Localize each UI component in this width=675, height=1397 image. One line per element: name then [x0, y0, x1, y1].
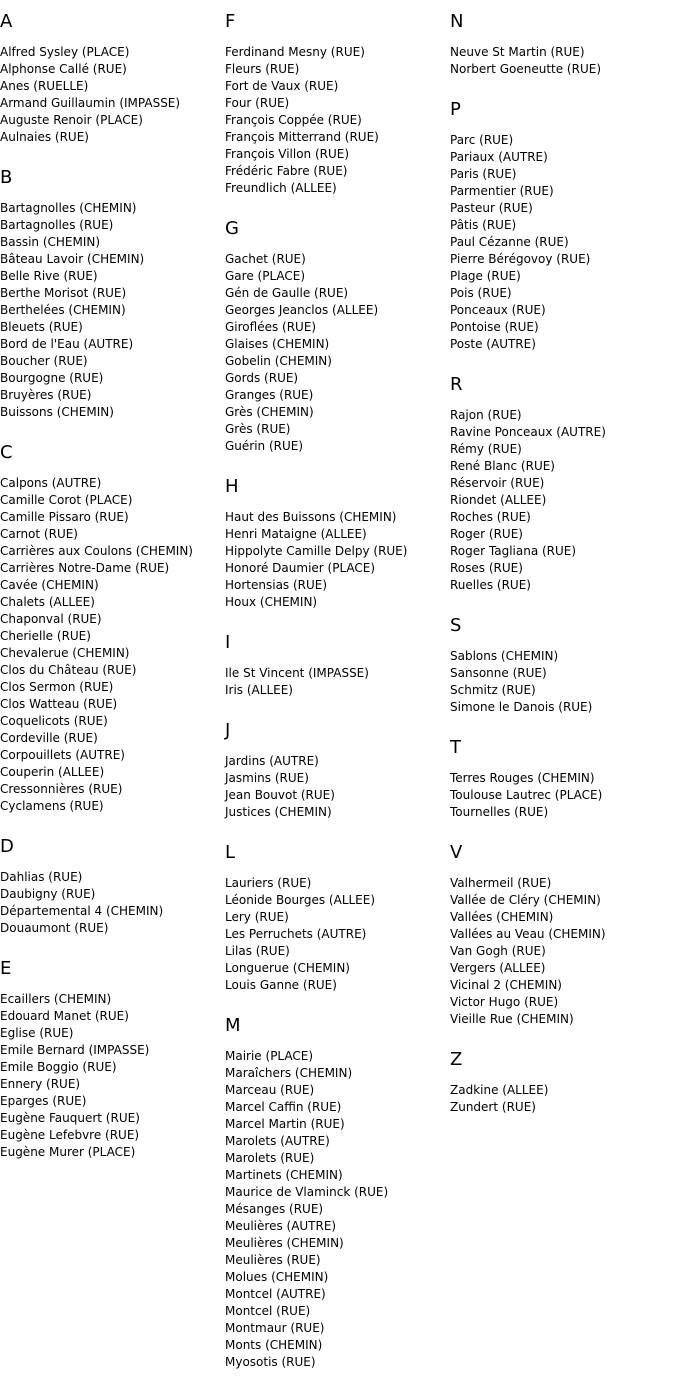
street-link-martinets-chemin[interactable]: Martinets (CHEMIN): [225, 1168, 343, 1182]
street-link-coquelicots-rue[interactable]: Coquelicots (RUE): [0, 714, 108, 728]
street-list: [0, 200, 224, 421]
street-link-cressonnieres-rue[interactable]: Cressonnières (RUE): [0, 782, 123, 796]
street-link-longuerue-chemin[interactable]: Longuerue (CHEMIN): [225, 961, 350, 975]
street-list: [225, 509, 449, 611]
letter-section-t: [450, 736, 674, 821]
letter-heading: T: [450, 737, 461, 758]
street-link-poste-autre[interactable]: Poste (AUTRE): [450, 337, 536, 351]
letter-heading: F: [225, 11, 236, 32]
street-list: [225, 753, 449, 821]
street-link-lery-rue[interactable]: Lery (RUE): [225, 910, 289, 924]
street-link-simone-le-danois-rue[interactable]: Simone le Danois (RUE): [450, 700, 593, 714]
street-link-cavee-chemin[interactable]: Cavée (CHEMIN): [0, 578, 99, 592]
street-link-meulieres-rue[interactable]: Meulières (RUE): [225, 1253, 321, 1267]
street-link-edouard-manet-rue[interactable]: Edouard Manet (RUE): [0, 1009, 129, 1023]
letter-heading: L: [225, 842, 236, 863]
letter-section-a: [0, 10, 224, 146]
street-list: [225, 251, 449, 455]
street-link-toulouse-lautrec-place[interactable]: Toulouse Lautrec (PLACE): [450, 788, 603, 802]
street-link-molues-chemin[interactable]: Molues (CHEMIN): [225, 1270, 329, 1284]
street-link-eparges-rue[interactable]: Eparges (RUE): [0, 1094, 87, 1108]
street-link-bourgogne-rue[interactable]: Bourgogne (RUE): [0, 371, 104, 385]
street-link-belle-rive-rue[interactable]: Belle Rive (RUE): [0, 269, 98, 283]
street-link-four-rue[interactable]: Four (RUE): [225, 96, 290, 110]
street-link-auguste-renoir-place[interactable]: Auguste Renoir (PLACE): [0, 113, 143, 127]
street-link-norbert-goeneutte-rue[interactable]: Norbert Goeneutte (RUE): [450, 62, 601, 76]
street-link-zadkine-allee[interactable]: Zadkine (ALLEE): [450, 1083, 549, 1097]
street-link-ruelles-rue[interactable]: Ruelles (RUE): [450, 578, 531, 592]
street-link-jardins-autre[interactable]: Jardins (AUTRE): [225, 754, 319, 768]
letter-section-i: [225, 631, 449, 699]
street-link-rene-blanc-rue[interactable]: René Blanc (RUE): [450, 459, 555, 473]
street-link-fort-de-vaux-rue[interactable]: Fort de Vaux (RUE): [225, 79, 339, 93]
street-link-clos-watteau-rue[interactable]: Clos Watteau (RUE): [0, 697, 118, 711]
street-link-parmentier-rue[interactable]: Parmentier (RUE): [450, 184, 554, 198]
letter-heading: M: [225, 1015, 241, 1036]
letter-heading: V: [450, 842, 463, 863]
street-link-carrieres-notre-dame-rue[interactable]: Carrières Notre-Dame (RUE): [0, 561, 170, 575]
street-link-van-gogh-rue[interactable]: Van Gogh (RUE): [450, 944, 546, 958]
letter-heading: C: [0, 442, 13, 463]
letter-section-e: [0, 957, 224, 1161]
street-list: [0, 475, 224, 815]
street-link-clos-du-chateau-rue[interactable]: Clos du Château (RUE): [0, 663, 137, 677]
street-link-remy-rue[interactable]: Rémy (RUE): [450, 442, 522, 456]
street-link-carrieres-aux-coulons-chemin[interactable]: Carrières aux Coulons (CHEMIN): [0, 544, 193, 558]
letter-section-h: [225, 475, 449, 611]
letter-section-b: [0, 166, 224, 421]
letter-section-m: [225, 1014, 449, 1371]
street-link-francois-villon-rue[interactable]: François Villon (RUE): [225, 147, 350, 161]
street-link-eugene-fauquert-rue[interactable]: Eugène Fauquert (RUE): [0, 1111, 140, 1125]
street-link-camille-pissaro-rue[interactable]: Camille Pissaro (RUE): [0, 510, 129, 524]
street-link-gobelin-chemin[interactable]: Gobelin (CHEMIN): [225, 354, 332, 368]
street-link-haut-des-buissons-chemin[interactable]: Haut des Buissons (CHEMIN): [225, 510, 397, 524]
letter-heading: E: [0, 958, 12, 979]
street-index-column-2: [225, 10, 449, 1391]
street-link-marolets-autre[interactable]: Marolets (AUTRE): [225, 1134, 330, 1148]
street-list: [0, 991, 224, 1161]
street-link-mairie-place[interactable]: Mairie (PLACE): [225, 1049, 314, 1063]
street-link-jasmins-rue[interactable]: Jasmins (RUE): [225, 771, 309, 785]
street-link-vallee-de-clery-chemin[interactable]: Vallée de Cléry (CHEMIN): [450, 893, 601, 907]
street-link-marceau-rue[interactable]: Marceau (RUE): [225, 1083, 315, 1097]
street-link-chevalerue-chemin[interactable]: Chevalerue (CHEMIN): [0, 646, 130, 660]
street-link-riondet-allee[interactable]: Riondet (ALLEE): [450, 493, 547, 507]
letter-section-c: [0, 441, 224, 815]
street-link-bartagnolles-chemin[interactable]: Bartagnolles (CHEMIN): [0, 201, 137, 215]
street-link-plage-rue[interactable]: Plage (RUE): [450, 269, 521, 283]
street-list: [225, 875, 449, 994]
letter-heading: J: [225, 720, 231, 741]
letter-section-d: [0, 835, 224, 937]
letter-heading: N: [450, 11, 464, 32]
street-link-bleuets-rue[interactable]: Bleuets (RUE): [0, 320, 83, 334]
street-link-douaumont-rue[interactable]: Douaumont (RUE): [0, 921, 109, 935]
street-link-emile-bernard-impasse[interactable]: Emile Bernard (IMPASSE): [0, 1043, 150, 1057]
letter-heading: G: [225, 218, 239, 239]
street-link-roger-rue[interactable]: Roger (RUE): [450, 527, 523, 541]
street-link-marcel-martin-rue[interactable]: Marcel Martin (RUE): [225, 1117, 345, 1131]
street-link-montcel-rue[interactable]: Montcel (RUE): [225, 1304, 311, 1318]
street-link-berthelees-chemin[interactable]: Berthelées (CHEMIN): [0, 303, 126, 317]
letter-heading: D: [0, 836, 14, 857]
street-link-hippolyte-camille-delpy-rue[interactable]: Hippolyte Camille Delpy (RUE): [225, 544, 408, 558]
street-link-couperin-allee[interactable]: Couperin (ALLEE): [0, 765, 105, 779]
letter-heading: A: [0, 11, 13, 32]
street-link-honore-daumier-place[interactable]: Honoré Daumier (PLACE): [225, 561, 376, 575]
street-list: [450, 44, 674, 78]
street-link-ennery-rue[interactable]: Ennery (RUE): [0, 1077, 81, 1091]
street-link-pasteur-rue[interactable]: Pasteur (RUE): [450, 201, 533, 215]
street-link-ferdinand-mesny-rue[interactable]: Ferdinand Mesny (RUE): [225, 45, 365, 59]
street-list: [225, 44, 449, 197]
letter-section-r: [450, 373, 674, 594]
street-link-gare-place[interactable]: Gare (PLACE): [225, 269, 306, 283]
street-link-neuve-st-martin-rue[interactable]: Neuve St Martin (RUE): [450, 45, 585, 59]
street-list: [0, 869, 224, 937]
street-link-lilas-rue[interactable]: Lilas (RUE): [225, 944, 290, 958]
street-link-gords-rue[interactable]: Gords (RUE): [225, 371, 299, 385]
street-link-pierre-beregovoy-rue[interactable]: Pierre Bérégovoy (RUE): [450, 252, 591, 266]
street-link-marolets-rue[interactable]: Marolets (RUE): [225, 1151, 315, 1165]
street-link-jean-bouvot-rue[interactable]: Jean Bouvot (RUE): [225, 788, 335, 802]
street-link-lauriers-rue[interactable]: Lauriers (RUE): [225, 876, 312, 890]
street-list: [450, 407, 674, 594]
letter-section-v: [450, 841, 674, 1028]
street-link-giroflees-rue[interactable]: Giroflées (RUE): [225, 320, 317, 334]
street-link-corpouillets-autre[interactable]: Corpouillets (AUTRE): [0, 748, 125, 762]
street-link-berthe-morisot-rue[interactable]: Berthe Morisot (RUE): [0, 286, 127, 300]
street-link-francois-coppee-rue[interactable]: François Coppée (RUE): [225, 113, 362, 127]
street-link-roger-tagliana-rue[interactable]: Roger Tagliana (RUE): [450, 544, 577, 558]
street-link-bateau-lavoir-chemin[interactable]: Bâteau Lavoir (CHEMIN): [0, 252, 145, 266]
street-link-cyclamens-rue[interactable]: Cyclamens (RUE): [0, 799, 104, 813]
street-link-frederic-fabre-rue[interactable]: Frédéric Fabre (RUE): [225, 164, 348, 178]
street-link-iris-allee[interactable]: Iris (ALLEE): [225, 683, 293, 697]
letter-section-p: [450, 98, 674, 353]
street-link-schmitz-rue[interactable]: Schmitz (RUE): [450, 683, 536, 697]
street-link-clos-sermon-rue[interactable]: Clos Sermon (RUE): [0, 680, 114, 694]
street-link-ile-st-vincent-impasse[interactable]: Ile St Vincent (IMPASSE): [225, 666, 369, 680]
street-link-georges-jeanclos-allee[interactable]: Georges Jeanclos (ALLEE): [225, 303, 379, 317]
street-link-alfred-sysley-place[interactable]: Alfred Sysley (PLACE): [0, 45, 130, 59]
street-link-ponceaux-rue[interactable]: Ponceaux (RUE): [450, 303, 546, 317]
street-link-valhermeil-rue[interactable]: Valhermeil (RUE): [450, 876, 552, 890]
street-list: [450, 875, 674, 1028]
street-list: [225, 1048, 449, 1371]
street-link-montmaur-rue[interactable]: Montmaur (RUE): [225, 1321, 325, 1335]
street-link-justices-chemin[interactable]: Justices (CHEMIN): [225, 805, 332, 819]
street-link-paul-cezanne-rue[interactable]: Paul Cézanne (RUE): [450, 235, 569, 249]
street-link-freundlich-allee[interactable]: Freundlich (ALLEE): [225, 181, 337, 195]
street-link-cherielle-rue[interactable]: Cherielle (RUE): [0, 629, 91, 643]
street-link-gres-rue[interactable]: Grès (RUE): [225, 422, 291, 436]
street-link-bruyeres-rue[interactable]: Bruyères (RUE): [0, 388, 92, 402]
letter-heading: B: [0, 167, 13, 188]
street-link-leonide-bourges-allee[interactable]: Léonide Bourges (ALLEE): [225, 893, 376, 907]
street-list: [450, 1082, 674, 1116]
street-link-hortensias-rue[interactable]: Hortensias (RUE): [225, 578, 328, 592]
street-link-boucher-rue[interactable]: Boucher (RUE): [0, 354, 88, 368]
street-link-pariaux-autre[interactable]: Pariaux (AUTRE): [450, 150, 548, 164]
letter-section-g: [225, 217, 449, 455]
street-link-pontoise-rue[interactable]: Pontoise (RUE): [450, 320, 539, 334]
street-link-daubigny-rue[interactable]: Daubigny (RUE): [0, 887, 96, 901]
street-link-ecaillers-chemin[interactable]: Ecaillers (CHEMIN): [0, 992, 112, 1006]
street-link-emile-boggio-rue[interactable]: Emile Boggio (RUE): [0, 1060, 117, 1074]
street-link-sansonne-rue[interactable]: Sansonne (RUE): [450, 666, 547, 680]
street-link-cordeville-rue[interactable]: Cordeville (RUE): [0, 731, 98, 745]
street-link-buissons-chemin[interactable]: Buissons (CHEMIN): [0, 405, 114, 419]
letter-heading: R: [450, 374, 463, 395]
street-link-meulieres-chemin[interactable]: Meulières (CHEMIN): [225, 1236, 344, 1250]
street-link-paris-rue[interactable]: Paris (RUE): [450, 167, 517, 181]
letter-heading: I: [225, 632, 231, 653]
street-list: [450, 648, 674, 716]
street-list: [225, 665, 449, 699]
letter-section-f: [225, 10, 449, 197]
street-link-parc-rue[interactable]: Parc (RUE): [450, 133, 514, 147]
street-link-francois-mitterrand-rue[interactable]: François Mitterrand (RUE): [225, 130, 379, 144]
street-link-victor-hugo-rue[interactable]: Victor Hugo (RUE): [450, 995, 559, 1009]
street-link-anes-ruelle[interactable]: Anes (RUELLE): [0, 79, 89, 93]
street-link-bassin-chemin[interactable]: Bassin (CHEMIN): [0, 235, 101, 249]
letter-heading: P: [450, 99, 461, 120]
street-link-gres-chemin[interactable]: Grès (CHEMIN): [225, 405, 314, 419]
street-link-camille-corot-place[interactable]: Camille Corot (PLACE): [0, 493, 133, 507]
street-link-maraichers-chemin[interactable]: Maraîchers (CHEMIN): [225, 1066, 353, 1080]
letter-section-l: [225, 841, 449, 994]
street-link-meulieres-autre[interactable]: Meulières (AUTRE): [225, 1219, 337, 1233]
street-link-gachet-rue[interactable]: Gachet (RUE): [225, 252, 306, 266]
street-link-dahlias-rue[interactable]: Dahlias (RUE): [0, 870, 83, 884]
street-link-chaponval-rue[interactable]: Chaponval (RUE): [0, 612, 102, 626]
street-link-bartagnolles-rue[interactable]: Bartagnolles (RUE): [0, 218, 114, 232]
letter-section-s: [450, 614, 674, 716]
street-link-vallees-au-veau-chemin[interactable]: Vallées au Veau (CHEMIN): [450, 927, 606, 941]
street-link-houx-chemin[interactable]: Houx (CHEMIN): [225, 595, 318, 609]
street-list: [450, 770, 674, 821]
street-link-tournelles-rue[interactable]: Tournelles (RUE): [450, 805, 549, 819]
street-link-maurice-de-vlaminck-rue[interactable]: Maurice de Vlaminck (RUE): [225, 1185, 389, 1199]
street-list: [0, 44, 224, 146]
street-link-eglise-rue[interactable]: Eglise (RUE): [0, 1026, 74, 1040]
street-link-sablons-chemin[interactable]: Sablons (CHEMIN): [450, 649, 559, 663]
letter-section-z: [450, 1048, 674, 1116]
letter-heading: H: [225, 476, 239, 497]
letter-heading: S: [450, 615, 462, 636]
street-link-ravine-ponceaux-autre[interactable]: Ravine Ponceaux (AUTRE): [450, 425, 606, 439]
street-link-bord-de-l-eau-autre[interactable]: Bord de l'Eau (AUTRE): [0, 337, 134, 351]
street-link-henri-mataigne-allee[interactable]: Henri Mataigne (ALLEE): [225, 527, 367, 541]
letter-heading: Z: [450, 1049, 463, 1070]
street-link-mesanges-rue[interactable]: Mésanges (RUE): [225, 1202, 324, 1216]
street-link-montcel-autre[interactable]: Montcel (AUTRE): [225, 1287, 326, 1301]
street-link-chalets-allee[interactable]: Chalets (ALLEE): [0, 595, 95, 609]
street-link-guerin-rue[interactable]: Guérin (RUE): [225, 439, 304, 453]
street-link-vicinal-2-chemin[interactable]: Vicinal 2 (CHEMIN): [450, 978, 562, 992]
street-link-eugene-lefebvre-rue[interactable]: Eugène Lefebvre (RUE): [0, 1128, 140, 1142]
street-index-column-3: [450, 10, 674, 1136]
street-link-fleurs-rue[interactable]: Fleurs (RUE): [225, 62, 300, 76]
street-link-vieille-rue-chemin[interactable]: Vieille Rue (CHEMIN): [450, 1012, 574, 1026]
street-link-alphonse-calle-rue[interactable]: Alphonse Callé (RUE): [0, 62, 127, 76]
street-link-vergers-allee[interactable]: Vergers (ALLEE): [450, 961, 546, 975]
street-link-vallees-chemin[interactable]: Vallées (CHEMIN): [450, 910, 554, 924]
street-link-pois-rue[interactable]: Pois (RUE): [450, 286, 512, 300]
street-link-granges-rue[interactable]: Granges (RUE): [225, 388, 314, 402]
street-link-aulnaies-rue[interactable]: Aulnaies (RUE): [0, 130, 89, 144]
street-link-reservoir-rue[interactable]: Réservoir (RUE): [450, 476, 545, 490]
street-link-marcel-caffin-rue[interactable]: Marcel Caffin (RUE): [225, 1100, 342, 1114]
street-link-calpons-autre[interactable]: Calpons (AUTRE): [0, 476, 102, 490]
street-link-louis-ganne-rue[interactable]: Louis Ganne (RUE): [225, 978, 337, 992]
street-link-les-perruchets-autre[interactable]: Les Perruchets (AUTRE): [225, 927, 367, 941]
street-link-rajon-rue[interactable]: Rajon (RUE): [450, 408, 522, 422]
street-list: [450, 132, 674, 353]
street-link-armand-guillaumin-impasse[interactable]: Armand Guillaumin (IMPASSE): [0, 96, 181, 110]
street-link-roches-rue[interactable]: Roches (RUE): [450, 510, 531, 524]
letter-section-n: [450, 10, 674, 78]
street-link-zundert-rue[interactable]: Zundert (RUE): [450, 1100, 536, 1114]
street-index-column-1: [0, 10, 224, 1181]
street-link-roses-rue[interactable]: Roses (RUE): [450, 561, 523, 575]
letter-section-j: [225, 719, 449, 821]
street-link-departemental-4-chemin[interactable]: Départemental 4 (CHEMIN): [0, 904, 164, 918]
street-link-terres-rouges-chemin[interactable]: Terres Rouges (CHEMIN): [450, 771, 595, 785]
street-link-glaises-chemin[interactable]: Glaises (CHEMIN): [225, 337, 330, 351]
street-link-eugene-murer-place[interactable]: Eugène Murer (PLACE): [0, 1145, 136, 1159]
street-link-monts-chemin[interactable]: Monts (CHEMIN): [225, 1338, 323, 1352]
street-link-carnot-rue[interactable]: Carnot (RUE): [0, 527, 78, 541]
street-link-gen-de-gaulle-rue[interactable]: Gén de Gaulle (RUE): [225, 286, 349, 300]
street-link-patis-rue[interactable]: Pâtis (RUE): [450, 218, 517, 232]
street-link-myosotis-rue[interactable]: Myosotis (RUE): [225, 1355, 316, 1369]
